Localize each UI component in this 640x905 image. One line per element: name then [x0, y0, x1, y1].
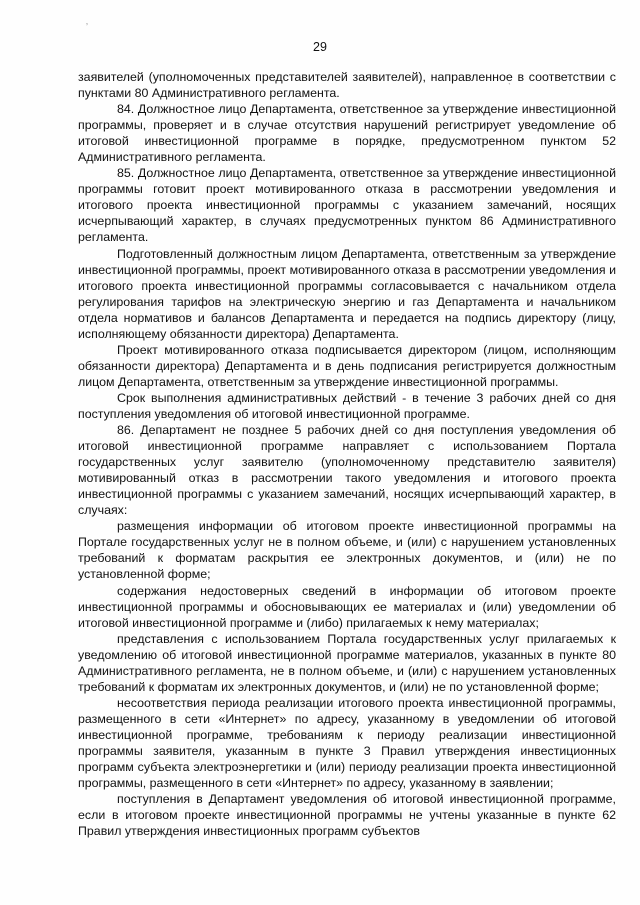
- scan-speck: ˋ: [508, 82, 511, 92]
- page-number: 29: [313, 40, 327, 54]
- document-body: [78, 69, 616, 839]
- list-item-case-5: поступления в Департамент уведомления об итоговой инвестиционной программе, если в итоговом проекте инвестиционной программы не учтены указанные в пункте 62 Правил утверждения инвестиционных программ субъектов: [78, 792, 616, 839]
- scan-speck: ʼ: [86, 22, 88, 32]
- paragraph-item-85: 85. Должностное лицо Департамента, ответственное за утверждение инвестиционной программы готовит проект мотивированного отказа в рассмотрении уведомления и итогового проекта инвестиционной программы с указанием замечаний, носящих исчерпывающий характер, в случаях предусмотренных пунктом 86 Административного регламента.: [78, 166, 616, 245]
- list-item-case-3: представления с использованием Портала государственных услуг прилагаемых к уведомлению об итоговой инвестиционной программе материалов, указанных в пункте 80 Административного регламента, не в полном объеме, и (или) с нарушением установленных требований к форматам их электронных документов, и (или) не по установленной форме;: [78, 631, 616, 694]
- paragraph-continuation: заявителей (уполномоченных представителей заявителей), направленное в соответствии с пунктами 80 Административного регламента.: [78, 70, 616, 101]
- list-item-case-4: несоответствия периода реализации итогового проекта инвестиционной программы, размещенного в сети «Интернет» по адресу, указанному в уведомлении об итоговой инвестиционной программе, требованиям к периоду реализации инвестиционной программы заявителя, указанным в пункте 3 Правил утверждения инвестиционных программ субъекта электроэнергетики и (или) периоду реализации проекта инвестиционной программы, размещенного в сети «Интернет» по адресу, указанному в заявлении;: [78, 695, 616, 791]
- list-item-case-1: размещения информации об итоговом проекте инвестиционной программы на Портале государственных услуг не в полном объеме, и (или) с нарушением установленных требований к форматам раскрытия ее электронных документов, и (или) не по установленной форме;: [78, 519, 616, 582]
- paragraph-signing: Проект мотивированного отказа подписывается директором (лицом, исполняющим обязанности директора) Департамента и в день подписания регистрируется должностным лицом Департамента, ответственным за утверждение инвестиционной программы.: [78, 342, 616, 389]
- paragraph-item-86: 86. Департамент не позднее 5 рабочих дней со дня поступления уведомления об итоговой инвестиционной программе направляет с использованием Портала государственных услуг заявителю (уполномоченному представителю заявителя) мотивированный отказ в рассмотрении такого уведомления и итогового проекта инвестиционной программы с указанием замечаний, носящих исчерпывающий характер, в случаях:: [78, 423, 616, 518]
- paragraph-deadline: Срок выполнения административных действий - в течение 3 рабочих дней со дня поступления уведомления об итоговой инвестиционной программе.: [78, 390, 616, 421]
- paragraph-approval-process: Подготовленный должностным лицом Департамента, ответственным за утверждение инвестиционной программы, проект мотивированного отказа в рассмотрении уведомления и итогового проекта инвестиционной программы согласовывается с начальником отдела регулирования тарифов на электрическую энергию и газ Департамента и начальником отдела нормативов и балансов Департамента и передается на подпись директору (лицу, исполняющему обязанности директора) Департамента.: [78, 246, 616, 341]
- list-item-case-2: содержания недостоверных сведений в информации об итоговом проекте инвестиционной программы и обосновывающих ее материалах и (или) уведомлении об итоговой инвестиционной программе и (либо) прилагаемых к нему материалах;: [78, 583, 616, 630]
- paragraph-item-84: 84. Должностное лицо Департамента, ответственное за утверждение инвестиционной программы, проверяет и в случае отсутствия нарушений регистрирует уведомление об итоговой инвестиционной программе в порядке, предусмотренном пунктом 52 Административного регламента.: [78, 102, 616, 165]
